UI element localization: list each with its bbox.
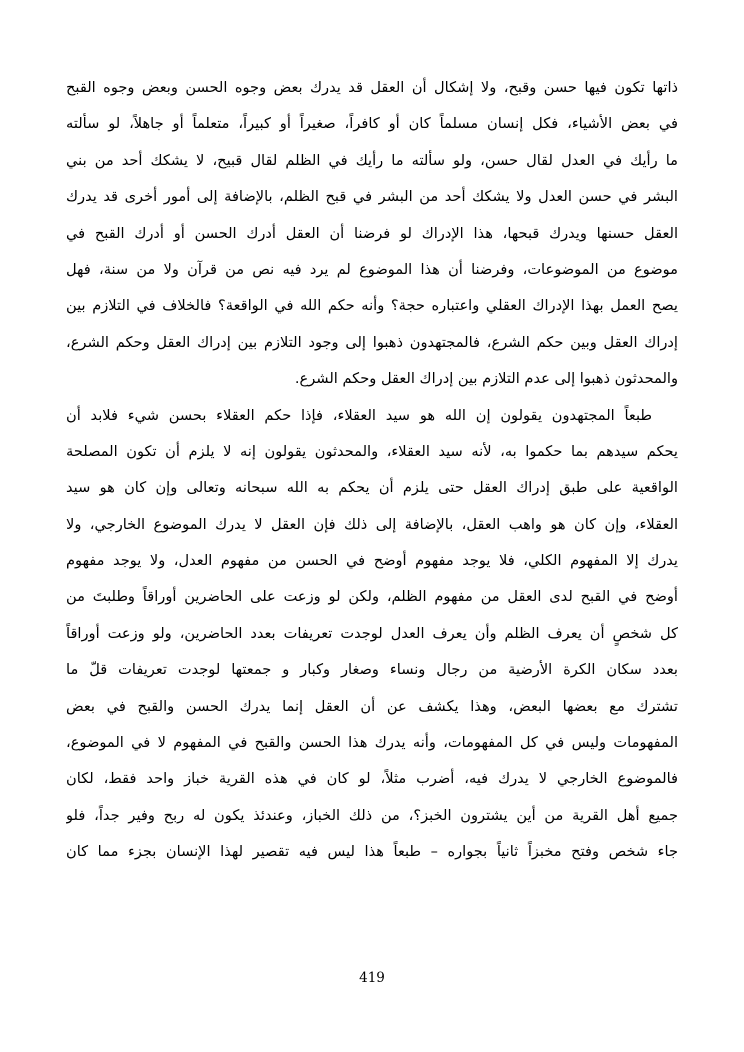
text-line: كل شخصٍ أن يعرف الظلم وأن يعرف العدل لوجدت تعريفات بعدد الحاضرين، ولو وزعت أوراقاً [66,624,678,642]
text-line: يصح العمل بهذا الإدراك العقلي واعتباره حجة؟ وأنه حكم الله في الواقعة؟ فالخلاف في التلازم بين [66,297,678,315]
text-line: يدرك إلا المفهوم الكلي، فلا يوجد مفهوم أوضح في الحسن من مفهوم العدل، ولا يوجد مفهوم [66,552,678,570]
text-line: طبعاً المجتهدون يقولون إن الله هو سيد العقلاء، فإذا حكم العقلاء بحسن شيء فلابد أن [66,406,652,424]
text-line: في بعض الأشياء، فكل إنسان مسلماً كان أو كافراً، صغيراً أو كبيراً، متعلماً أو جاهلاً، لو سألته [66,115,678,133]
text-line: فالموضوع الخارجي لا يدرك فيه، أضرب مثلاً، لو كان في هذه القرية خباز واحد فقط، لكان [66,770,678,788]
page-number: 419 [359,970,385,986]
text-line: أوضح في القبح لدى العقل من مفهوم الظلم، ولكن لو وزعت على الحاضرين أوراقاً وطلبتَ من [66,588,678,606]
text-line: جميع أهل القرية من أين يشترون الخبز؟، من ذلك الخباز، وعندئذ يكون له ربح وفير جداً، فلو [66,806,678,824]
text-line: ذاتها تكون فيها حسن وقبح، ولا إشكال أن العقل قد يدرك بعض وجوه الحسن وبعض وجوه القبح [66,79,678,96]
text-line: ما رأيك في العدل لقال حسن، ولو سألته ما رأيك في الظلم لقال قبيح، لا يشكك أحد من بني [66,151,678,169]
text-line: إدراك العقل وبين حكم الشرع، فالمجتهدون ذهبوا إلى وجود التلازم بين إدراك العقل وحكم الشرع، [66,333,678,351]
text-line: والمحدثون ذهبوا إلى عدم التلازم بين إدراك العقل وحكم الشرع. [294,370,678,388]
text-line: البشر في حسن العدل ولا يشكك أحد من البشر في قبح الظلم، بالإضافة إلى أمور أخرى قد يدرك [66,188,678,206]
text-line: الواقعية على طبق إدراك العقل حتى يلزم أن يحكم به الله سبحانه وتعالى وإن كان هو سيد [66,479,678,497]
paragraph-1 [66,70,678,398]
text-line: جاء شخص وفتح مخبزاً ثانياً بجواره – طبعاً هذا ليس فيه تقصير لهذا الإنسان بجزء مما كان [66,843,678,861]
text-line: المفهومات وليس في كل المفهومات، وأنه يدرك هذا الحسن والقبح في المفهوم لا في الموضوع، [66,734,678,752]
text-line: العقلاء، وإن كان هو واهب العقل، بالإضافة إلى ذلك فإن العقل لا يدرك الموضوع الخارجي، ولا [66,515,678,533]
body-text [66,70,678,871]
text-line: تشترك مع بعضها البعض، وهذا يكشف عن أن العقل إنما يدرك الحسن والقبح في بعض [66,697,678,715]
text-line: موضوع من الموضوعات، وفرضنا أن هذا الموضوع لم يرد فيه نص من قرآن ولا من سنة، فهل [66,260,678,278]
text-line: العقل حسنها ويدرك قبحها، هذا الإدراك لو فرضنا أن العقل أدرك الحسن أو أدرك القبح في [66,224,678,242]
text-line: بعدد سكان الكرة الأرضية من رجال ونساء وصغار وكبار و جمعتها لوجدت تعريفات قلّ ما [66,661,678,679]
paragraph-2 [66,398,678,871]
text-line: يحكم سيدهم بما حكموا به، لأنه سيد العقلاء، والمحدثون يقولون إنه لا يلزم أن تكون المصلحة [66,442,678,460]
